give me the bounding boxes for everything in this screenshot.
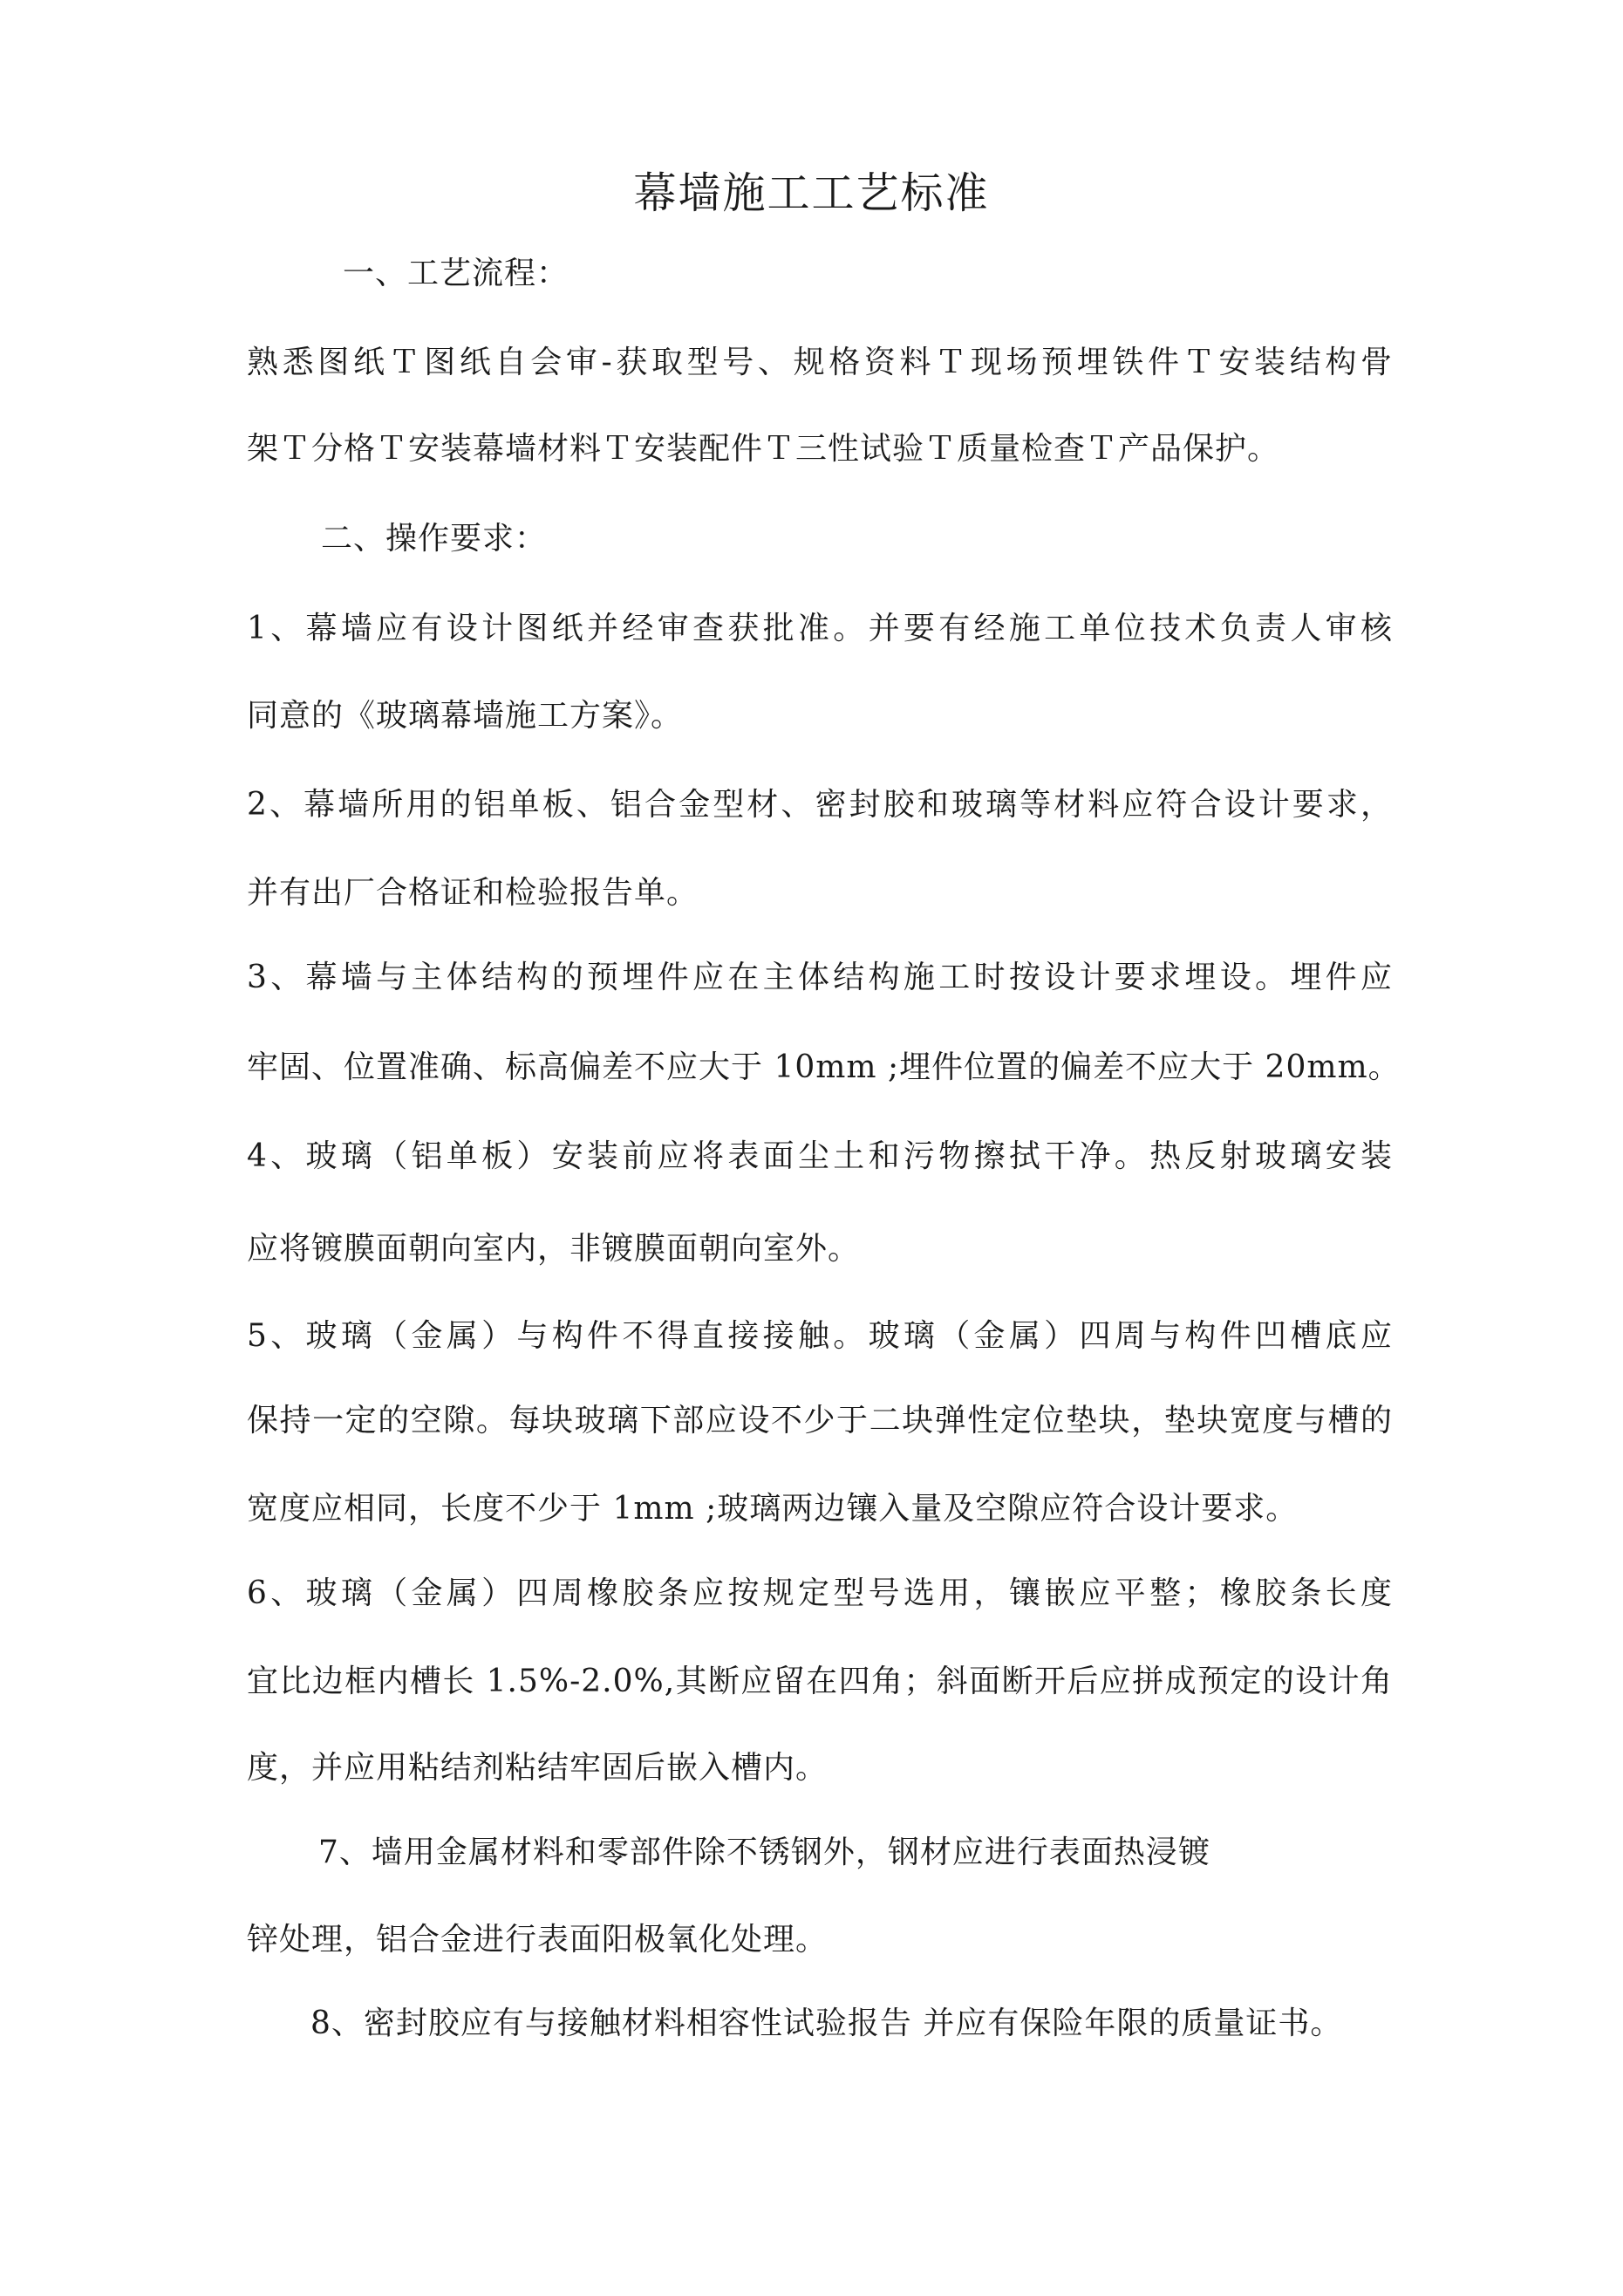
document-title: 幕墙施工工艺标准 [633, 168, 990, 218]
paragraph-line: 熟悉图纸Ｔ图纸自会审-获取型号、规格资料Ｔ现场预埋铁件Ｔ安装结构骨 [247, 345, 1393, 380]
paragraph-line: 宽度应相同，长度不少于 1mm ;玻璃两边镶入量及空隙应符合设计要求。 [247, 1491, 1299, 1527]
paragraph-line: 牢固、位置准确、标高偏差不应大于 10mm ;埋件位置的偏差不应大于 20mm。 [247, 1049, 1401, 1085]
paragraph-line: 3、幕墙与主体结构的预埋件应在主体结构施工时按设计要求埋设。埋件应 [247, 960, 1393, 995]
paragraph-line: 并有出厂合格证和检验报告单。 [247, 875, 699, 911]
paragraph-line: 8、密封胶应有与接触材料相容性试验报告 并应有保险年限的质量证书。 [310, 2006, 1343, 2041]
paragraph-line: 2、幕墙所用的铝单板、铝合金型材、密封胶和玻璃等材料应符合设计要求， [247, 787, 1393, 823]
paragraph-line: 同意的《玻璃幕墙施工方案》。 [247, 698, 684, 734]
section-heading-process: 一、工艺流程： [343, 256, 569, 291]
paragraph-line: 架Ｔ分格Ｔ安装幕墙材料Ｔ安装配件Ｔ三性试验Ｔ质量检查Ｔ产品保护。 [247, 431, 1280, 467]
section-heading-requirements: 二、操作要求： [321, 521, 548, 557]
paragraph-line: 应将镀膜面朝向室内，非镀膜面朝向室外。 [247, 1231, 861, 1267]
paragraph-line: 1、幕墙应有设计图纸并经审查获批准。并要有经施工单位技术负责人审核 [247, 611, 1393, 646]
paragraph-line: 度，并应用粘结剂粘结牢固后嵌入槽内。 [247, 1750, 829, 1786]
paragraph-line: 5、玻璃（金属）与构件不得直接接触。玻璃（金属）四周与构件凹槽底应 [247, 1318, 1393, 1354]
paragraph-line: 宜比边框内槽长 1.5%-2.0%,其断应留在四角；斜面断开后应拼成预定的设计角 [247, 1664, 1393, 1699]
paragraph-line: 6、玻璃（金属）四周橡胶条应按规定型号选用，镶嵌应平整；橡胶条长度 [247, 1575, 1393, 1611]
paragraph-line: 锌处理，铝合金进行表面阳极氧化处理。 [247, 1922, 829, 1958]
paragraph-line: 保持一定的空隙。每块玻璃下部应设不少于二块弹性定位垫块，垫块宽度与槽的 [247, 1403, 1393, 1438]
paragraph-line: 7、墙用金属材料和零部件除不锈钢外，钢材应进行表面热浸镀 [318, 1835, 1210, 1870]
paragraph-line: 4、玻璃（铝单板）安装前应将表面尘土和污物擦拭干净。热反射玻璃安装 [247, 1138, 1393, 1174]
